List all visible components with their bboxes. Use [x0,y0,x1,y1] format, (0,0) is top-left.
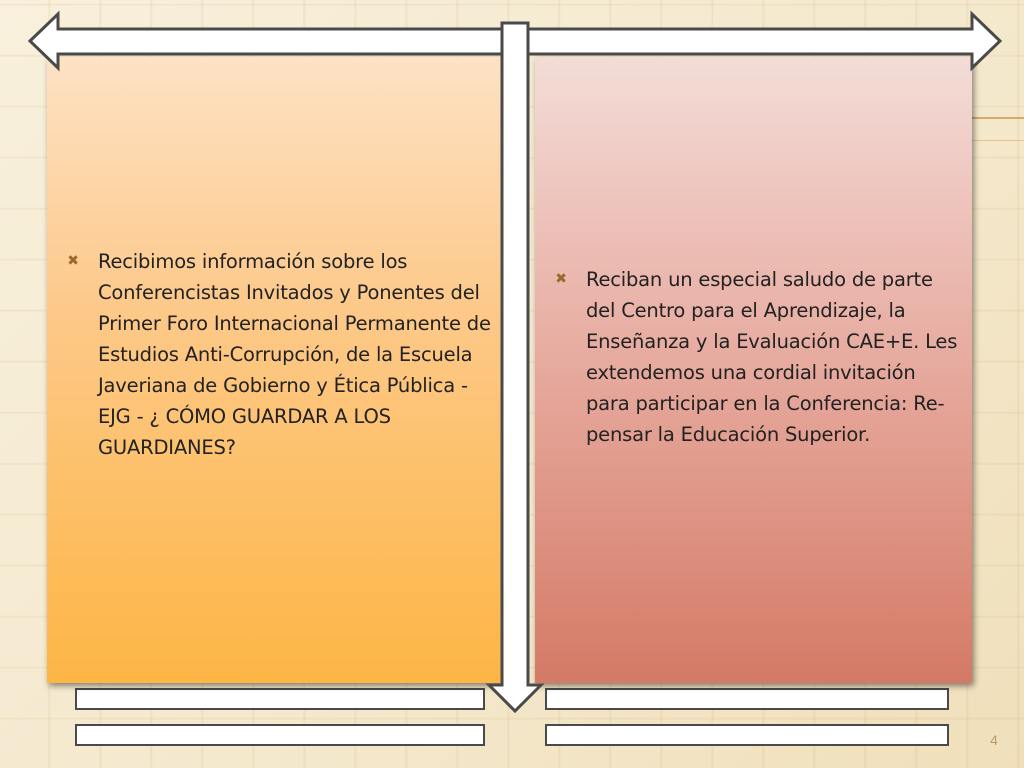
x-mark-icon: ✖ [67,253,79,269]
right-bullet-text: Reciban un especial saludo de parte del Centro para el Aprendizaje, la Enseñanza y la Evaluación CAE+E. Les extendemos una cordial invitación para participar en la Conferencia: Re-pensar la Educación Superior. [586,268,958,446]
down-arrow-icon [489,23,541,711]
slide-number: 4 [990,732,998,748]
right-arrow-icon [528,14,1000,68]
left-bullet-text: Recibimos información sobre los Conferencistas Invitados y Ponentes del Primer Foro Internacional Permanente de Estudios Anti-Corrupción, de la Escuela Javeriana de Gobierno y Ética Pública - EJG - ¿ CÓMO GUARDAR A LOS GUARDIANES? [98,250,491,459]
x-mark-icon: ✖ [555,271,567,287]
left-arrow-icon [30,14,502,68]
